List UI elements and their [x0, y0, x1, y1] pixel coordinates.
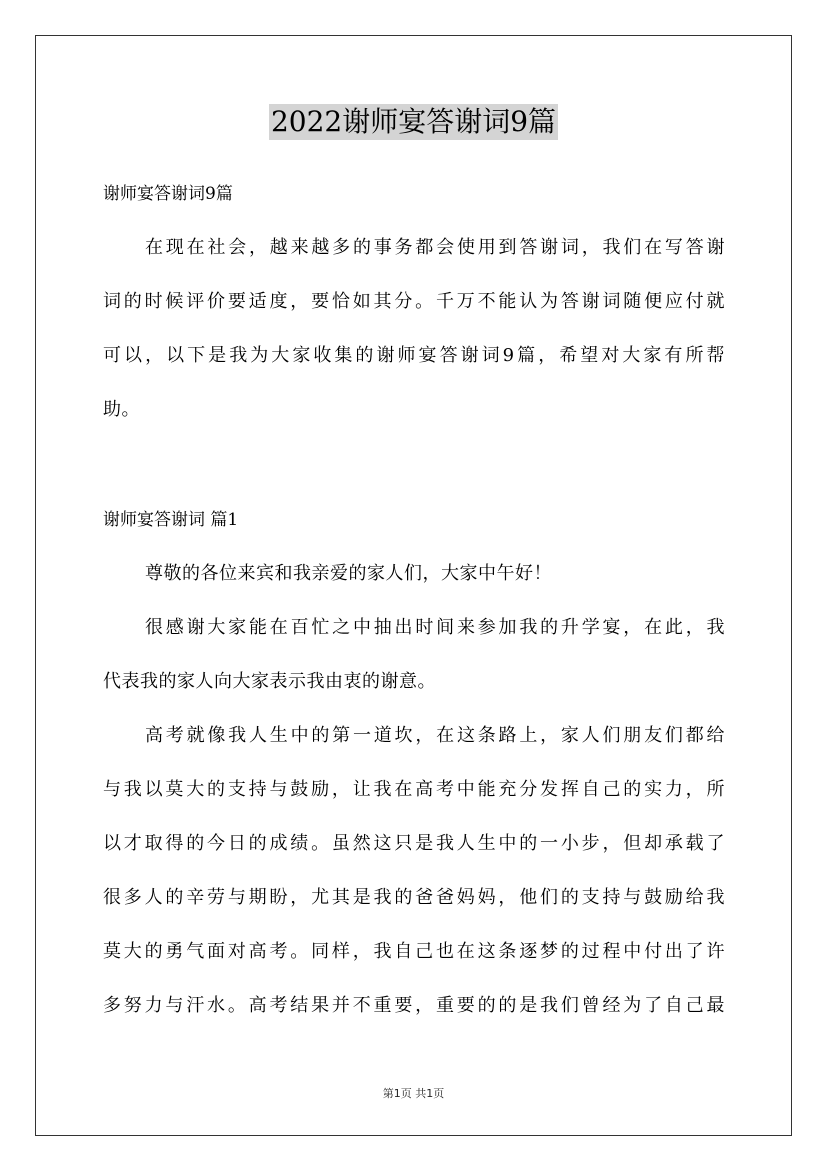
- paragraph-line: 与我以莫大的支持与鼓励，让我在高考中能充分发挥自己的实力，所: [103, 779, 725, 800]
- document-title: [0, 104, 827, 140]
- paragraph-line: 代表我的家人向大家表示我由衷的谢意。: [103, 671, 436, 692]
- intro-line: 在现在社会，越来越多的事务都会使用到答谢词，我们在写答谢: [145, 237, 725, 258]
- paragraph-line: 高考就像我人生中的第一道坎，在这条路上，家人们朋友们都给: [145, 725, 725, 746]
- paragraph-line: 尊敬的各位来宾和我亲爱的家人们，大家中午好！: [145, 563, 552, 584]
- paragraph-line: 很感谢大家能在百忙之中抽出时间来参加我的升学宴，在此，我: [145, 617, 725, 638]
- paragraph-line: 以才取得的今日的成绩。虽然这只是我人生中的一小步，但却承载了: [103, 833, 725, 854]
- intro-line: 可以，以下是我为大家收集的谢师宴答谢词9篇，希望对大家有所帮: [103, 345, 725, 366]
- intro-line: 助。: [103, 399, 140, 420]
- section-heading: 谢师宴答谢词 篇1: [103, 510, 239, 530]
- paragraph-line: 多努力与汗水。高考结果并不重要，重要的的是我们曾经为了自己最: [103, 995, 725, 1016]
- title-text: 2022谢师宴答谢词9篇: [270, 105, 557, 138]
- paragraph-line: 很多人的辛劳与期盼，尤其是我的爸爸妈妈，他们的支持与鼓励给我: [103, 887, 725, 908]
- subtitle: 谢师宴答谢词9篇: [103, 184, 233, 204]
- paragraph-line: 莫大的勇气面对高考。同样，我自己也在这条逐梦的过程中付出了许: [103, 941, 725, 962]
- page-number-footer: 第1页 共1页: [382, 1087, 445, 1100]
- intro-line: 词的时候评价要适度，要恰如其分。千万不能认为答谢词随便应付就: [103, 291, 725, 312]
